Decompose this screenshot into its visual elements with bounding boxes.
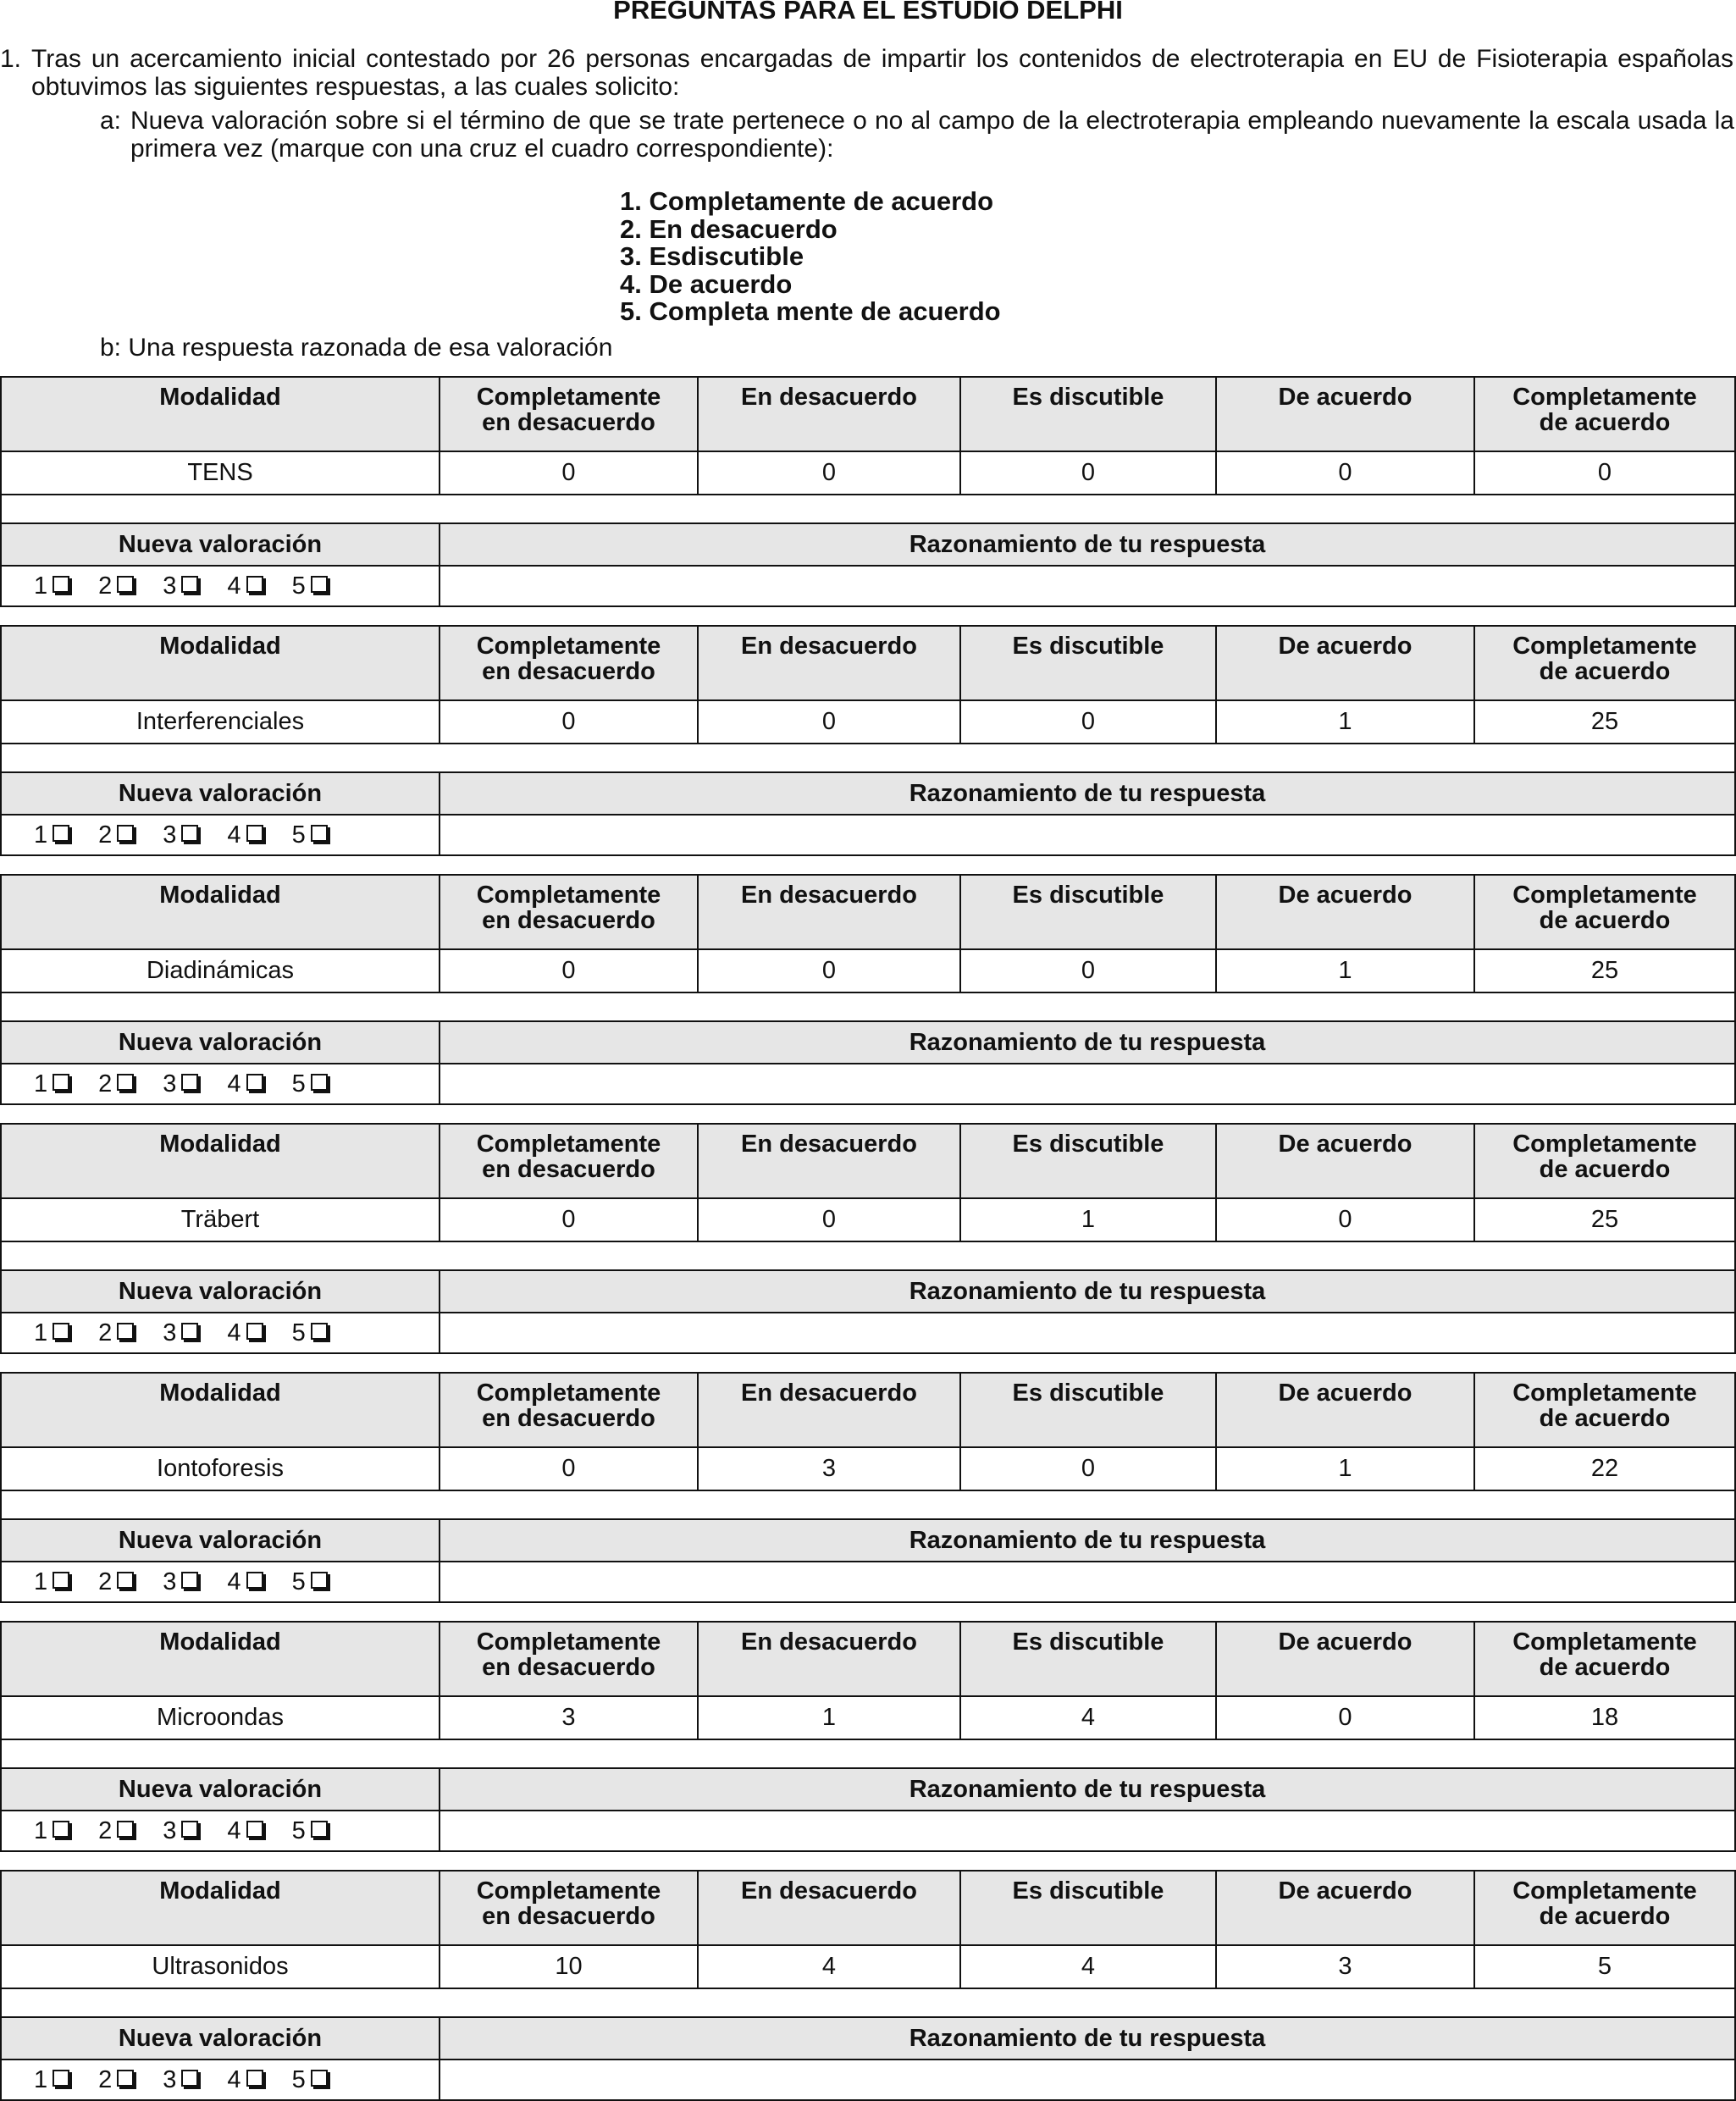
count-completamente-desacuerdo: 10 [440, 1945, 698, 1988]
rating-option-4[interactable] [227, 816, 263, 854]
rating-header-row [1, 2017, 1735, 2060]
reasoning-field[interactable] [440, 815, 1735, 855]
new-rating-options [1, 1313, 440, 1353]
reasoning-field[interactable] [440, 1811, 1735, 1851]
table-header-row [1, 1373, 1735, 1447]
rating-option-label: 4 [227, 2066, 241, 2093]
rating-option-5[interactable] [292, 1313, 328, 1352]
rating-option-2[interactable] [98, 1313, 134, 1352]
part-a-text: Nueva valoración sobre si el término de que se trate pertenece o no al campo de la electroterapia empleando nuevamente la escala usada la primera vez (marque con una cruz el cuadro correspondiente): [130, 107, 1734, 163]
modality-table [0, 376, 1736, 607]
header-modalidad: Modalidad [1, 1373, 440, 1447]
header-nueva-valoracion: Nueva valoración [1, 1270, 440, 1313]
rating-header-row [1, 1768, 1735, 1811]
header-modalidad: Modalidad [1, 626, 440, 700]
count-de-acuerdo: 0 [1216, 1696, 1474, 1739]
header-razonamiento: Razonamiento de tu respuesta [440, 1519, 1735, 1562]
rating-scale-list [620, 188, 1001, 326]
checkbox-icon[interactable] [117, 576, 134, 593]
rating-option-2[interactable] [98, 1562, 134, 1601]
checkbox-icon[interactable] [311, 2070, 328, 2087]
rating-option-1[interactable] [34, 2060, 69, 2099]
new-rating-options [1, 2060, 440, 2100]
page-title: PREGUNTAS PARA EL ESTUDIO DELPHI [613, 0, 1123, 25]
rating-option-5[interactable] [292, 2060, 328, 2099]
count-es-discutible: 0 [960, 451, 1216, 495]
checkbox-icon[interactable] [53, 1821, 69, 1838]
checkbox-icon[interactable] [311, 1074, 328, 1091]
header-en-desacuerdo: En desacuerdo [698, 1373, 960, 1447]
count-de-acuerdo: 1 [1216, 949, 1474, 992]
new-rating-options [1, 815, 440, 855]
new-rating-options [1, 566, 440, 606]
rating-option-label: 5 [291, 1817, 306, 1844]
rating-option-label: 5 [291, 821, 306, 849]
rating-option-1[interactable] [34, 1811, 69, 1850]
checkbox-icon[interactable] [53, 825, 69, 842]
checkbox-icon[interactable] [311, 576, 328, 593]
rating-row [1, 566, 1735, 606]
count-de-acuerdo: 0 [1216, 1198, 1474, 1241]
table-row [1, 451, 1735, 495]
header-es-discutible: Es discutible [960, 1373, 1216, 1447]
count-es-discutible: 4 [960, 1696, 1216, 1739]
header-en-desacuerdo: En desacuerdo [698, 875, 960, 949]
spacer-row [1, 1241, 1735, 1270]
header-razonamiento: Razonamiento de tu respuesta [440, 523, 1735, 566]
rating-option-5[interactable] [292, 1811, 328, 1850]
table-header-row [1, 1622, 1735, 1696]
scale-item-4: 4. De acuerdo [620, 268, 793, 299]
rating-row [1, 1064, 1735, 1104]
rating-option-3[interactable] [163, 1313, 198, 1352]
count-es-discutible: 0 [960, 949, 1216, 992]
checkbox-icon[interactable] [53, 2070, 69, 2087]
header-completamente-acuerdo: Completamente de acuerdo [1474, 377, 1735, 451]
table-header-row [1, 875, 1735, 949]
rating-option-2[interactable] [98, 2060, 134, 2099]
count-es-discutible: 4 [960, 1945, 1216, 1988]
header-razonamiento: Razonamiento de tu respuesta [440, 1270, 1735, 1313]
checkbox-icon[interactable] [311, 825, 328, 842]
reasoning-field[interactable] [440, 2060, 1735, 2100]
count-completamente-desacuerdo: 0 [440, 1447, 698, 1490]
header-de-acuerdo: De acuerdo [1216, 1373, 1474, 1447]
checkbox-icon[interactable] [117, 1074, 134, 1091]
reasoning-field[interactable] [440, 1562, 1735, 1602]
rating-option-label: 5 [291, 2066, 306, 2093]
header-en-desacuerdo: En desacuerdo [698, 1622, 960, 1696]
table-header-row [1, 1871, 1735, 1945]
rating-option-label: 4 [227, 1319, 241, 1346]
header-modalidad: Modalidad [1, 875, 440, 949]
header-nueva-valoracion: Nueva valoración [1, 1768, 440, 1811]
count-de-acuerdo: 1 [1216, 700, 1474, 744]
table-row [1, 700, 1735, 744]
header-razonamiento: Razonamiento de tu respuesta [440, 1768, 1735, 1811]
spacer-row [1, 495, 1735, 523]
checkbox-icon[interactable] [181, 1074, 198, 1091]
modality-table [0, 1621, 1736, 1852]
rating-option-label: 1 [34, 2066, 48, 2093]
count-completamente-desacuerdo: 0 [440, 949, 698, 992]
modality-table [0, 1123, 1736, 1354]
count-completamente-acuerdo: 25 [1474, 1198, 1735, 1241]
scale-item-5: 5. Completa mente de acuerdo [620, 296, 1001, 326]
count-completamente-acuerdo: 25 [1474, 700, 1735, 744]
count-es-discutible: 0 [960, 700, 1216, 744]
checkbox-icon[interactable] [246, 2070, 263, 2087]
rating-option-label: 3 [163, 821, 177, 849]
rating-option-label: 1 [34, 1568, 48, 1595]
rating-option-1[interactable] [34, 567, 69, 605]
rating-option-1[interactable] [34, 1064, 69, 1103]
count-de-acuerdo: 1 [1216, 1447, 1474, 1490]
table-row [1, 1945, 1735, 1988]
checkbox-icon[interactable] [246, 1572, 263, 1589]
header-de-acuerdo: De acuerdo [1216, 1871, 1474, 1945]
part-b [100, 334, 612, 362]
header-completamente-acuerdo: Completamente de acuerdo [1474, 1373, 1735, 1447]
rating-option-label: 5 [291, 1319, 306, 1346]
table-header-row [1, 1124, 1735, 1198]
scale-item-2: 2. En desacuerdo [620, 213, 838, 244]
question-1-number: 1. [0, 45, 22, 73]
rating-option-label: 1 [34, 1817, 48, 1844]
header-completamente-acuerdo: Completamente de acuerdo [1474, 626, 1735, 700]
checkbox-icon[interactable] [246, 1323, 263, 1340]
count-completamente-desacuerdo: 0 [440, 451, 698, 495]
checkbox-icon[interactable] [117, 825, 134, 842]
header-razonamiento: Razonamiento de tu respuesta [440, 1021, 1735, 1064]
checkbox-icon[interactable] [181, 576, 198, 593]
count-completamente-acuerdo: 25 [1474, 949, 1735, 992]
rating-option-5[interactable] [292, 1562, 328, 1601]
checkbox-icon[interactable] [311, 1323, 328, 1340]
rating-row [1, 2060, 1735, 2100]
header-completamente-acuerdo: Completamente de acuerdo [1474, 875, 1735, 949]
part-b-text: Una respuesta razonada de esa valoración [128, 334, 613, 362]
reasoning-field[interactable] [440, 1064, 1735, 1104]
table-row [1, 1696, 1735, 1739]
header-modalidad: Modalidad [1, 1124, 440, 1198]
rating-option-label: 3 [163, 1070, 177, 1097]
rating-option-label: 1 [34, 821, 48, 849]
table-row [1, 949, 1735, 992]
spacer-row [1, 1490, 1735, 1519]
rating-option-label: 3 [163, 572, 177, 600]
rating-option-label: 2 [98, 2066, 113, 2093]
scale-item-3: 3. Esdiscutible [620, 241, 804, 271]
header-de-acuerdo: De acuerdo [1216, 1124, 1474, 1198]
rating-option-label: 2 [98, 1817, 113, 1844]
rating-option-label: 2 [98, 1568, 113, 1595]
header-nueva-valoracion: Nueva valoración [1, 2017, 440, 2060]
new-rating-options [1, 1811, 440, 1851]
rating-option-label: 2 [98, 821, 113, 849]
rating-row [1, 1562, 1735, 1602]
rating-option-1[interactable] [34, 1313, 69, 1352]
checkbox-icon[interactable] [181, 1821, 198, 1838]
rating-option-4[interactable] [227, 1811, 263, 1850]
count-en-desacuerdo: 1 [698, 1696, 960, 1739]
checkbox-icon[interactable] [117, 1323, 134, 1340]
checkbox-icon[interactable] [181, 1323, 198, 1340]
rating-option-2[interactable] [98, 1064, 134, 1103]
header-completamente-acuerdo: Completamente de acuerdo [1474, 1124, 1735, 1198]
rating-row [1, 815, 1735, 855]
rating-header-row [1, 1270, 1735, 1313]
header-nueva-valoracion: Nueva valoración [1, 523, 440, 566]
rating-option-label: 4 [227, 1568, 241, 1595]
rating-header-row [1, 1021, 1735, 1064]
count-en-desacuerdo: 0 [698, 1198, 960, 1241]
header-completamente-desacuerdo: Completamente en desacuerdo [440, 1622, 698, 1696]
spacer-row [1, 1988, 1735, 2017]
reasoning-field[interactable] [440, 1313, 1735, 1353]
rating-option-label: 3 [163, 1319, 177, 1346]
count-completamente-desacuerdo: 3 [440, 1696, 698, 1739]
rating-option-3[interactable] [163, 2060, 198, 2099]
rating-option-label: 5 [291, 1070, 306, 1097]
rating-option-label: 2 [98, 1070, 113, 1097]
count-en-desacuerdo: 4 [698, 1945, 960, 1988]
rating-option-2[interactable] [98, 567, 134, 605]
rating-option-4[interactable] [227, 2060, 263, 2099]
modality-table [0, 1870, 1736, 2101]
spacer-row [1, 1739, 1735, 1768]
rating-option-4[interactable] [227, 1313, 263, 1352]
new-rating-options [1, 1562, 440, 1602]
header-razonamiento: Razonamiento de tu respuesta [440, 2017, 1735, 2060]
header-de-acuerdo: De acuerdo [1216, 626, 1474, 700]
question-1-text: Tras un acercamiento inicial contestado por 26 personas encargadas de impartir los contenidos de electroterapia en EU de Fisioterapia españolas obtuvimos las siguientes respuestas, a las cuales solicito: [31, 45, 1733, 101]
checkbox-icon[interactable] [181, 825, 198, 842]
header-es-discutible: Es discutible [960, 377, 1216, 451]
rating-option-label: 3 [163, 2066, 177, 2093]
rating-option-3[interactable] [163, 816, 198, 854]
rating-option-label: 3 [163, 1817, 177, 1844]
checkbox-icon[interactable] [246, 1074, 263, 1091]
checkbox-icon[interactable] [53, 1074, 69, 1091]
reasoning-field[interactable] [440, 566, 1735, 606]
header-modalidad: Modalidad [1, 1622, 440, 1696]
rating-option-label: 2 [98, 572, 113, 600]
rating-option-label: 4 [227, 1070, 241, 1097]
modality-name: Interferenciales [1, 700, 440, 744]
rating-header-row [1, 523, 1735, 566]
modality-table [0, 625, 1736, 856]
header-nueva-valoracion: Nueva valoración [1, 1021, 440, 1064]
header-de-acuerdo: De acuerdo [1216, 377, 1474, 451]
header-completamente-desacuerdo: Completamente en desacuerdo [440, 1871, 698, 1945]
checkbox-icon[interactable] [117, 1821, 134, 1838]
rating-option-label: 4 [227, 1817, 241, 1844]
header-completamente-acuerdo: Completamente de acuerdo [1474, 1871, 1735, 1945]
count-en-desacuerdo: 0 [698, 700, 960, 744]
header-en-desacuerdo: En desacuerdo [698, 1871, 960, 1945]
rating-row [1, 1811, 1735, 1851]
header-es-discutible: Es discutible [960, 1124, 1216, 1198]
count-de-acuerdo: 0 [1216, 451, 1474, 495]
count-es-discutible: 0 [960, 1447, 1216, 1490]
rating-option-label: 1 [34, 572, 48, 600]
modality-name: Träbert [1, 1198, 440, 1241]
checkbox-icon[interactable] [181, 1572, 198, 1589]
checkbox-icon[interactable] [117, 1572, 134, 1589]
header-de-acuerdo: De acuerdo [1216, 1622, 1474, 1696]
header-de-acuerdo: De acuerdo [1216, 875, 1474, 949]
rating-option-2[interactable] [98, 1811, 134, 1850]
header-modalidad: Modalidad [1, 1871, 440, 1945]
header-completamente-acuerdo: Completamente de acuerdo [1474, 1622, 1735, 1696]
rating-option-1[interactable] [34, 816, 69, 854]
checkbox-icon[interactable] [246, 825, 263, 842]
rating-option-label: 4 [227, 821, 241, 849]
rating-option-label: 1 [34, 1319, 48, 1346]
modality-table [0, 874, 1736, 1105]
header-en-desacuerdo: En desacuerdo [698, 377, 960, 451]
header-es-discutible: Es discutible [960, 1622, 1216, 1696]
scale-item-1: 1. Completamente de acuerdo [620, 186, 994, 216]
checkbox-icon[interactable] [246, 1821, 263, 1838]
table-header-row [1, 377, 1735, 451]
header-es-discutible: Es discutible [960, 626, 1216, 700]
header-completamente-desacuerdo: Completamente en desacuerdo [440, 377, 698, 451]
rating-header-row [1, 1519, 1735, 1562]
rating-option-4[interactable] [227, 1562, 263, 1601]
header-nueva-valoracion: Nueva valoración [1, 1519, 440, 1562]
header-completamente-desacuerdo: Completamente en desacuerdo [440, 875, 698, 949]
part-b-label: b: [100, 334, 122, 362]
count-es-discutible: 1 [960, 1198, 1216, 1241]
count-completamente-acuerdo: 0 [1474, 451, 1735, 495]
table-row [1, 1198, 1735, 1241]
count-en-desacuerdo: 3 [698, 1447, 960, 1490]
rating-option-label: 1 [34, 1070, 48, 1097]
rating-option-3[interactable] [163, 567, 198, 605]
rating-option-label: 4 [227, 572, 241, 600]
rating-option-label: 3 [163, 1568, 177, 1595]
modality-name: TENS [1, 451, 440, 495]
count-completamente-acuerdo: 5 [1474, 1945, 1735, 1988]
rating-option-3[interactable] [163, 1064, 198, 1103]
rating-option-4[interactable] [227, 1064, 263, 1103]
table-row [1, 1447, 1735, 1490]
modality-name: Ultrasonidos [1, 1945, 440, 1988]
rating-header-row [1, 772, 1735, 815]
rating-option-3[interactable] [163, 1562, 198, 1601]
rating-row [1, 1313, 1735, 1353]
count-en-desacuerdo: 0 [698, 949, 960, 992]
rating-option-2[interactable] [98, 816, 134, 854]
checkbox-icon[interactable] [311, 1572, 328, 1589]
checkbox-icon[interactable] [53, 1323, 69, 1340]
rating-option-5[interactable] [292, 1064, 328, 1103]
part-a-label: a: [100, 107, 122, 135]
rating-option-5[interactable] [292, 567, 328, 605]
count-completamente-desacuerdo: 0 [440, 1198, 698, 1241]
header-en-desacuerdo: En desacuerdo [698, 626, 960, 700]
header-modalidad: Modalidad [1, 377, 440, 451]
rating-option-4[interactable] [227, 567, 263, 605]
rating-option-label: 5 [291, 572, 306, 600]
count-en-desacuerdo: 0 [698, 451, 960, 495]
count-completamente-acuerdo: 18 [1474, 1696, 1735, 1739]
rating-option-3[interactable] [163, 1811, 198, 1850]
rating-option-5[interactable] [292, 816, 328, 854]
rating-option-label: 2 [98, 1319, 113, 1346]
header-es-discutible: Es discutible [960, 875, 1216, 949]
header-razonamiento: Razonamiento de tu respuesta [440, 772, 1735, 815]
checkbox-icon[interactable] [311, 1821, 328, 1838]
table-header-row [1, 626, 1735, 700]
count-de-acuerdo: 3 [1216, 1945, 1474, 1988]
new-rating-options [1, 1064, 440, 1104]
header-completamente-desacuerdo: Completamente en desacuerdo [440, 1124, 698, 1198]
checkbox-icon[interactable] [181, 2070, 198, 2087]
count-completamente-acuerdo: 22 [1474, 1447, 1735, 1490]
rating-option-label: 5 [291, 1568, 306, 1595]
modality-name: Microondas [1, 1696, 440, 1739]
checkbox-icon[interactable] [246, 576, 263, 593]
spacer-row [1, 744, 1735, 772]
rating-option-1[interactable] [34, 1562, 69, 1601]
header-nueva-valoracion: Nueva valoración [1, 772, 440, 815]
header-completamente-desacuerdo: Completamente en desacuerdo [440, 1373, 698, 1447]
count-completamente-desacuerdo: 0 [440, 700, 698, 744]
checkbox-icon[interactable] [117, 2070, 134, 2087]
checkbox-icon[interactable] [53, 576, 69, 593]
modality-table [0, 1372, 1736, 1603]
modality-name: Iontoforesis [1, 1447, 440, 1490]
modality-name: Diadinámicas [1, 949, 440, 992]
header-completamente-desacuerdo: Completamente en desacuerdo [440, 626, 698, 700]
checkbox-icon[interactable] [53, 1572, 69, 1589]
spacer-row [1, 992, 1735, 1021]
header-es-discutible: Es discutible [960, 1871, 1216, 1945]
header-en-desacuerdo: En desacuerdo [698, 1124, 960, 1198]
